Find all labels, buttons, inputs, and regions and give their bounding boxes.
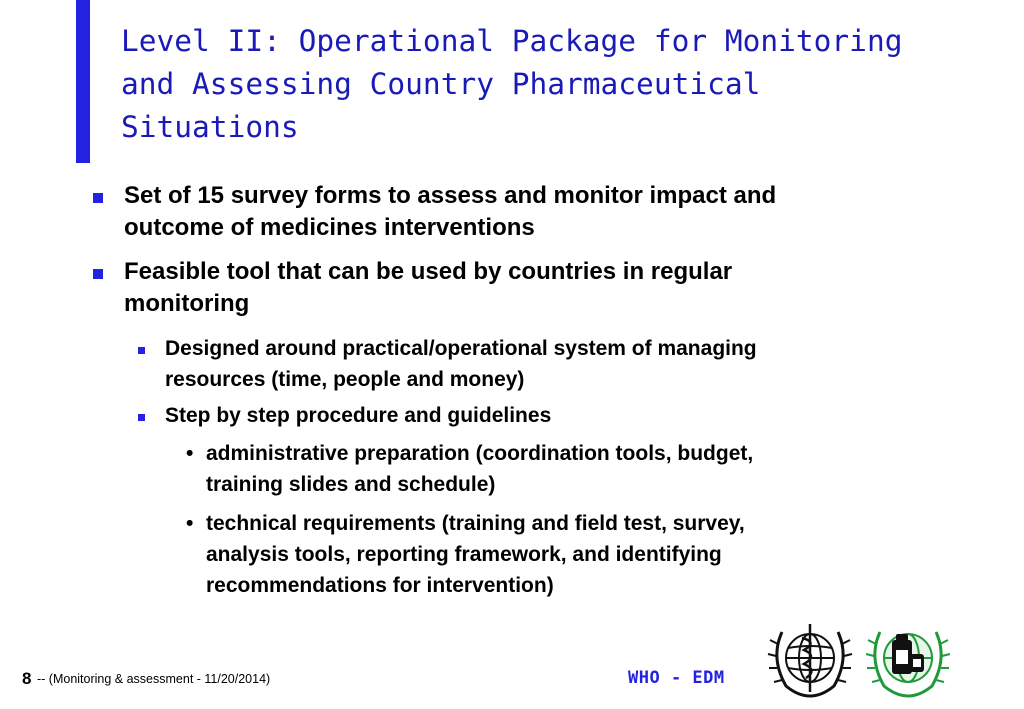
- bullet-text-line: Set of 15 survey forms to assess and monitor impact and: [124, 182, 777, 209]
- square-bullet-icon: [93, 193, 103, 203]
- bullet-text-line: Designed around practical/operational system of managing: [165, 337, 757, 360]
- who-emblem-icon: [764, 620, 856, 702]
- bullet-text-line: Step by step procedure and guidelines: [165, 404, 552, 427]
- footer-caption: -- (Monitoring & assessment - 11/20/2014): [37, 672, 271, 686]
- bullet-text-line: resources (time, people and money): [165, 368, 525, 391]
- subbullet-item-designed-around: [165, 333, 945, 395]
- bullet-text-line: analysis tools, reporting framework, and identifying: [206, 543, 722, 566]
- subsubbullet-item-technical: [206, 508, 946, 601]
- bullet-text-line: training slides and schedule): [206, 473, 496, 496]
- small-square-bullet-icon: [138, 347, 145, 354]
- bullet-text-line: recommendations for intervention): [206, 574, 554, 597]
- dot-bullet-icon: •: [186, 512, 194, 535]
- bullet-text-line: technical requirements (training and field test, survey,: [206, 512, 745, 535]
- square-bullet-icon: [93, 269, 103, 279]
- slide-title-line-2: and Assessing Country Pharmaceutical: [121, 67, 761, 101]
- bullet-item-feasible-tool: [124, 256, 944, 320]
- bullet-text-line: monitoring: [124, 290, 250, 317]
- bullet-item-survey-forms: [124, 180, 944, 244]
- slide-title-line-3: Situations: [121, 110, 299, 144]
- slide-title: [121, 20, 1001, 149]
- page-number: 8: [22, 669, 32, 688]
- edm-emblem-icon: [862, 620, 954, 702]
- bullet-text-line: Feasible tool that can be used by countries in regular: [124, 258, 733, 285]
- small-square-bullet-icon: [138, 414, 145, 421]
- bullet-text-line: outcome of medicines interventions: [124, 214, 535, 241]
- dot-bullet-icon: •: [186, 442, 194, 465]
- title-accent-bar: [76, 0, 90, 163]
- subbullet-item-step-by-step: [165, 400, 945, 431]
- bullet-text-line: administrative preparation (coordination tools, budget,: [206, 442, 754, 465]
- organization-label: WHO - EDM: [628, 668, 725, 688]
- subsubbullet-item-administrative: [206, 438, 946, 500]
- slide-title-line-1: Level II: Operational Package for Monitoring: [121, 24, 903, 58]
